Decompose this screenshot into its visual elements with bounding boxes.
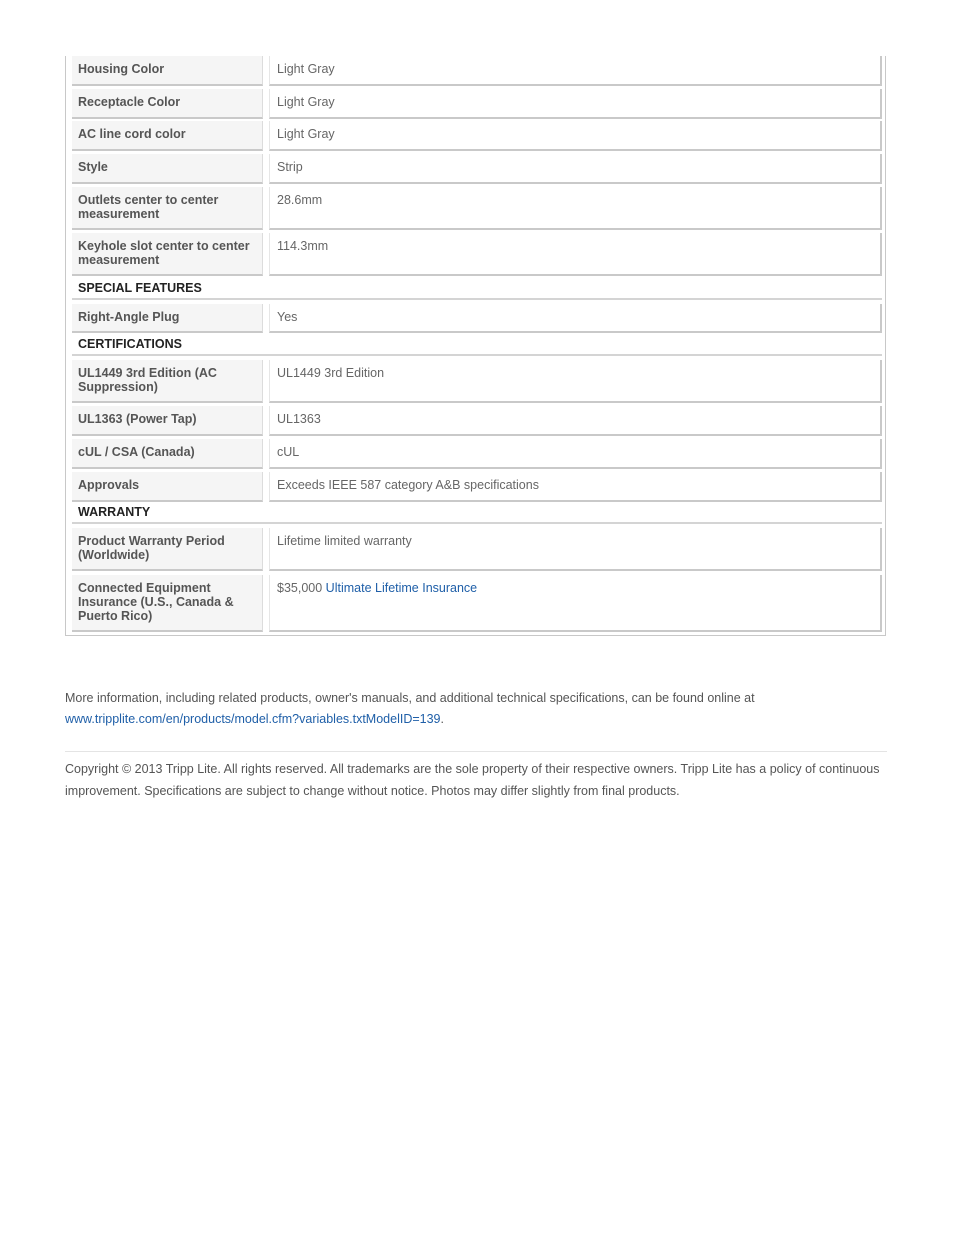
ultimate-lifetime-insurance-link[interactable]: Ultimate Lifetime Insurance: [325, 581, 478, 595]
spec-label: Housing Color: [72, 56, 263, 86]
spec-row: [72, 406, 882, 436]
section-heading-special-features: SPECIAL FEATURES: [72, 281, 882, 300]
spec-label: Approvals: [72, 472, 263, 502]
spec-value: cUL: [269, 439, 882, 469]
section-heading-certifications: CERTIFICATIONS: [72, 337, 882, 356]
spec-row: [72, 472, 882, 502]
spec-label: Receptacle Color: [72, 89, 263, 119]
spec-value: Yes: [269, 304, 882, 333]
divider: [65, 751, 887, 752]
spec-value: 114.3mm: [269, 233, 882, 276]
spec-row: [72, 439, 882, 469]
spec-row: [72, 360, 882, 403]
spec-row: [72, 528, 882, 571]
spec-label: Outlets center to center measurement: [72, 187, 263, 230]
spec-row: [72, 187, 882, 230]
spec-value: 28.6mm: [269, 187, 882, 230]
product-page-link[interactable]: www.tripplite.com/en/products/model.cfm?variables.txtModelID=139: [65, 712, 441, 726]
spec-value: UL1363: [269, 406, 882, 436]
spec-label: Product Warranty Period (Worldwide): [72, 528, 263, 571]
copyright-notice: Copyright © 2013 Tripp Lite. All rights reserved. All trademarks are the sole property of their respective owners. Tripp Lite has a policy of continuous improvement. Specifications are subject to change without notice. Photos may differ slightly from final products.: [65, 762, 880, 798]
specifications-table: [65, 56, 886, 636]
spec-value: Light Gray: [269, 56, 882, 86]
spec-row: [72, 121, 882, 151]
spec-label: Keyhole slot center to center measurement: [72, 233, 263, 276]
info-end: .: [440, 712, 444, 726]
spec-label: Style: [72, 154, 263, 184]
more-information-text: [65, 688, 887, 730]
spec-value: [269, 575, 882, 632]
spec-value: Light Gray: [269, 89, 882, 119]
spec-value: UL1449 3rd Edition: [269, 360, 882, 403]
spec-value: Light Gray: [269, 121, 882, 151]
insurance-amount: $35,000: [277, 581, 326, 595]
section-heading-warranty: WARRANTY: [72, 505, 882, 524]
spec-row: [72, 233, 882, 276]
spec-label: UL1363 (Power Tap): [72, 406, 263, 436]
spec-row: [72, 154, 882, 184]
spec-label: AC line cord color: [72, 121, 263, 151]
spec-row: [72, 575, 882, 632]
spec-value: Exceeds IEEE 587 category A&B specifications: [269, 472, 882, 502]
spec-label: cUL / CSA (Canada): [72, 439, 263, 469]
spec-value: Strip: [269, 154, 882, 184]
spec-row: [72, 89, 882, 119]
spec-row: [72, 304, 882, 333]
info-text: More information, including related products, owner's manuals, and additional technical specifications, can be found online at: [65, 691, 755, 705]
spec-label: Right-Angle Plug: [72, 304, 263, 333]
spec-label: Connected Equipment Insurance (U.S., Canada & Puerto Rico): [72, 575, 263, 632]
spec-row: [72, 56, 882, 86]
spec-label: UL1449 3rd Edition (AC Suppression): [72, 360, 263, 403]
spec-value: Lifetime limited warranty: [269, 528, 882, 571]
